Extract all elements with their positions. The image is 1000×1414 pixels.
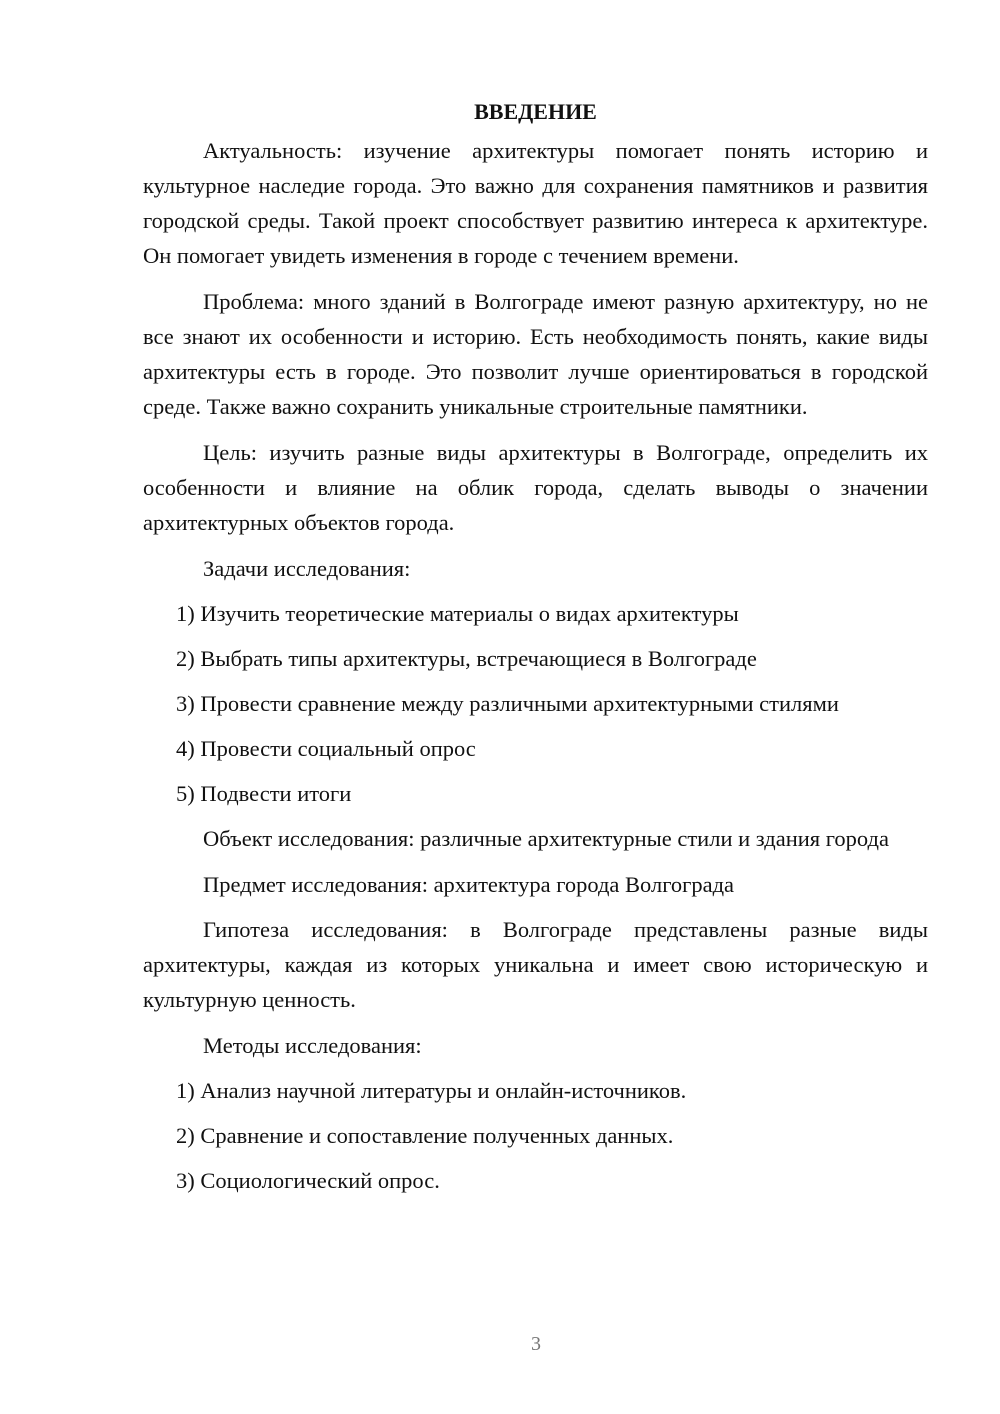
hypothesis-paragraph: Гипотеза исследования: в Волгограде представлены разные виды архитектуры, каждая из которых уникальна и имеет свою историческую и культурную ценность.: [143, 917, 928, 1012]
method-item: 2) Сравнение и сопоставление полученных данных.: [176, 1123, 674, 1148]
methods-heading: Методы исследования:: [203, 1033, 422, 1058]
page-title: ВВЕДЕНИЕ: [474, 99, 597, 124]
page-content: [143, 94, 928, 1208]
goal-paragraph: Цель: изучить разные виды архитектуры в Волгограде, определить их особенности и влияние на облик города, сделать выводы о значении архитектурных объектов города.: [143, 440, 928, 535]
page-number: 3: [531, 1333, 541, 1355]
relevance-paragraph: Актуальность: изучение архитектуры помогает понять историю и культурное наследие города. Это важно для сохранения памятников и развития городской среды. Такой проект способствует развитию интереса к архитектуре. Он помогает увидеть изменения в городе с течением времени.: [143, 138, 928, 268]
method-item: 3) Социологический опрос.: [176, 1168, 440, 1193]
task-item: 5) Подвести итоги: [176, 781, 352, 806]
tasks-list: [143, 596, 928, 811]
subject-paragraph: Предмет исследования: архитектура города Волгограда: [203, 872, 735, 897]
object-paragraph: Объект исследования: различные архитектурные стили и здания города: [203, 826, 889, 851]
methods-list: [143, 1073, 928, 1198]
task-item: 4) Провести социальный опрос: [176, 736, 476, 761]
tasks-heading: Задачи исследования:: [203, 556, 411, 581]
task-item: 3) Провести сравнение между различными архитектурными стилями: [176, 691, 839, 716]
problem-paragraph: Проблема: много зданий в Волгограде имеют разную архитектуру, но не все знают их особенности и историю. Есть необходимость понять, какие виды архитектуры есть в городе. Это позволит лучше ориентироваться в городской среде. Также важно сохранить уникальные строительные памятники.: [143, 289, 928, 419]
task-item: 2) Выбрать типы архитектуры, встречающиеся в Волгограде: [176, 646, 757, 671]
task-item: 1) Изучить теоретические материалы о видах архитектуры: [176, 601, 739, 626]
method-item: 1) Анализ научной литературы и онлайн-источников.: [176, 1078, 687, 1103]
